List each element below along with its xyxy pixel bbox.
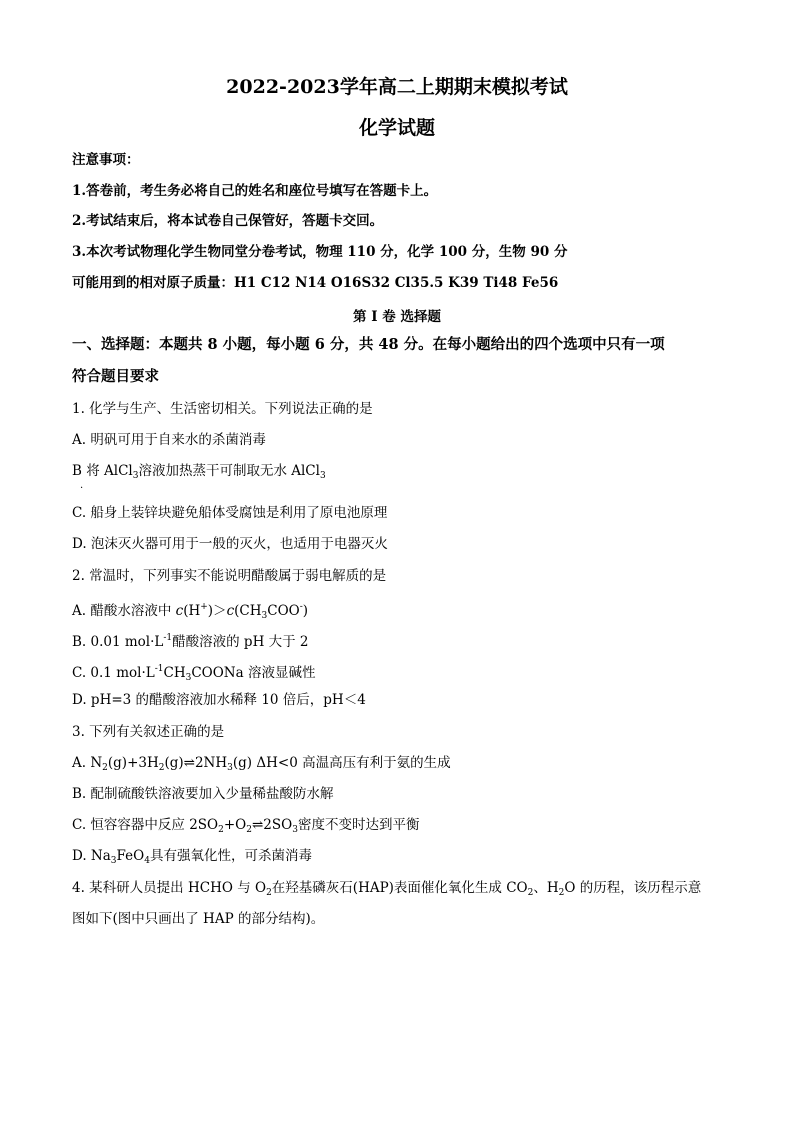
q3-option-a: A. $N_2(g)+3H_2(g)\rightleftharpoons 2NH_3(g)$ ΔH<0 高温高压有利于氨的生成 — [72, 755, 451, 773]
q2-option-c: C. 0.1 $mol\cdot L^{-1}CH_3COONa$ 溶液显碱性 — [72, 664, 316, 683]
q3-option-c: C. 恒容容器中反应 $2SO_2+O_2\rightleftharpoons 2SO_3$密度不变时达到平衡 — [72, 817, 420, 835]
q2-stem: 2. 常温时，下列事实不能说明醋酸属于弱电解质的是 — [72, 568, 387, 584]
q1-option-b: B 将 AlCl$_3$溶液加热蒸干可制取无水 AlCl$_3$ — [72, 463, 326, 481]
exam-title: 2022-2023学年高二上期期末模拟考试 — [226, 76, 568, 98]
q2-option-b: B. 0.01 $mol\cdot L^{-1}$醋酸溶液的 pH 大于 2 — [72, 633, 309, 650]
note-2: 2.考试结束后，将本试卷自己保管好，答题卡交回。 — [72, 213, 384, 229]
q3-stem: 3. 下列有关叙述正确的是 — [72, 724, 225, 740]
q2-option-a: A. 醋酸水溶液中 $c(H^+)>c(CH_3COO^-)$ — [72, 602, 309, 621]
q4-stem-line2: 图如下(图中只画出了 HAP 的部分结构)。 — [72, 911, 325, 927]
q1-option-d: D. 泡沫灭火器可用于一般的灭火，也适用于电器灭火 — [72, 536, 388, 552]
q3-option-b: B. 配制硫酸铁溶液要加入少量稀盐酸防水解 — [72, 786, 334, 802]
q1-stem: 1. 化学与生产、生活密切相关。下列说法正确的是 — [72, 401, 373, 417]
q4-stem-line1: 4. 某科研人员提出 HCHO 与 $O_2$在羟基磷灰石(HAP)表面催化氧化生成 $CO_2$、$H_2O$ 的历程，该历程示意 — [72, 880, 702, 898]
q1-option-b-dot: . — [80, 480, 84, 491]
note-1: 1.答卷前，考生务必将自己的姓名和座位号填写在答题卡上。 — [72, 183, 438, 199]
notes-heading: 注意事项： — [72, 152, 140, 168]
part1-instructions-line1: 一、选择题：本题共 8 小题，每小题 6 分，共 48 分。在每小题给出的四个选项中只有一项 — [72, 336, 665, 353]
atomic-masses: 可能用到的相对原子质量：H1 C12 N14 O16S32 Cl35.5 K39 Ti48 Fe56 — [72, 275, 559, 291]
section-title: 第 I 卷 选择题 — [353, 309, 441, 325]
part1-instructions-line2: 符合题目要求 — [72, 368, 159, 385]
q1-option-c: C. 船身上装锌块避免船体受腐蚀是利用了原电池原理 — [72, 505, 388, 521]
exam-subtitle: 化学试题 — [358, 117, 435, 139]
note-3: 3.本次考试物理化学生物同堂分卷考试，物理 110 分，化学 100 分，生物 90 分 — [72, 244, 568, 260]
q3-option-d: D. $Na_3FeO_4$具有强氧化性，可杀菌消毒 — [72, 848, 312, 866]
q1-option-a: A. 明矾可用于自来水的杀菌消毒 — [72, 432, 266, 448]
q2-option-d: D. pH=3 的醋酸溶液加水稀释 10 倍后，pH＜4 — [72, 692, 366, 708]
